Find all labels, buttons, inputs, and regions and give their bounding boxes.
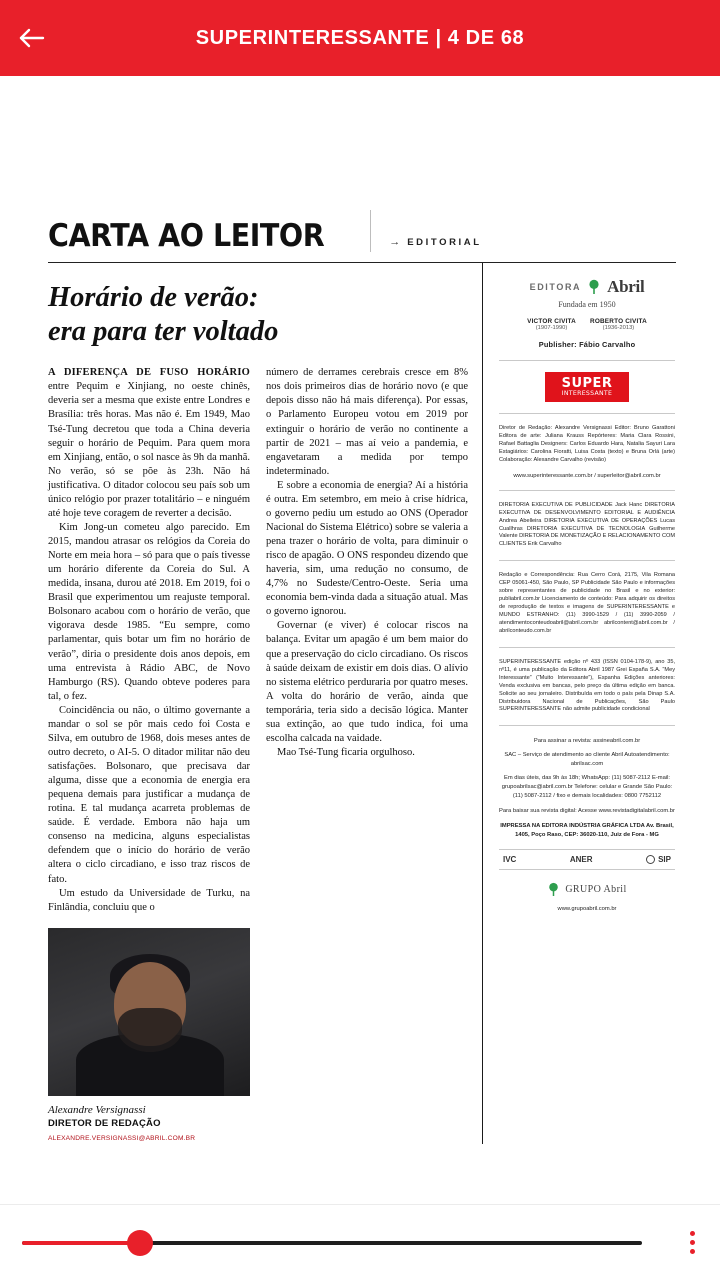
founder-name: ROBERTO CIVITA bbox=[590, 318, 647, 325]
column-divider bbox=[482, 263, 483, 1144]
seek-progress-fill bbox=[22, 1241, 140, 1245]
text-columns bbox=[48, 366, 468, 1144]
abril-label: Abril bbox=[607, 277, 645, 296]
editora-label: EDITORA bbox=[529, 282, 582, 292]
tree-icon bbox=[587, 279, 601, 295]
kebab-dot bbox=[690, 1249, 695, 1254]
photo-shape-beard bbox=[118, 1008, 182, 1052]
subscribe-text: Para assinar a revista: assineabril.com.br bbox=[533, 738, 641, 745]
kicker-label: EDITORIAL bbox=[407, 236, 482, 248]
grupo-label: GRUPO Abril bbox=[565, 883, 627, 895]
founder-years: (1907-1990) bbox=[535, 325, 568, 331]
page-bottom-spacer bbox=[0, 1180, 720, 1204]
rail-divider bbox=[499, 725, 675, 726]
super-logo bbox=[545, 372, 629, 402]
page-seek-bar[interactable] bbox=[0, 1205, 664, 1280]
founder-years: (1936-2013) bbox=[602, 325, 635, 331]
sip-label: SIP bbox=[658, 854, 671, 864]
paragraph: E sobre a economia de energia? Aí a história é outra. Em setembro, em meio à crise hídrica, o governo pediu um estudo ao ONS (Operador Nacional do Sistema Elétrico) sobre se valeria a pena trazer o horário de volta, para diminuir o risco de apagão. O ONS respondeu dizendo que haveria, sim, uma redução no consumo, de 4,7% no Sudeste/Centro-Oeste. Seria uma economia bem-vinda dada a situação atual. Mas o governo ignorou. bbox=[266, 479, 468, 618]
top-app-bar bbox=[0, 0, 720, 76]
address-text: Redação e Correspondência: Rua Cerro Corá, 2175, Vila Romana CEP 05061-450, São Paulo, SP Publicidade São Paulo e informações sobre representantes de publicidade no Brasil e no exterior: publiabril.com.br Licenciamento de conteúdo: Para adquirir os direitos de reprodução de textos e imagens de SUPERINTERESSANTE e MUNDO ESTRANHO: (11) 3990-1529 / (11) 3990-2059 / atendimentoconteudoabril@abril.com.br abrilcontent@abril.com.br / abrilconteudo.com.br bbox=[499, 572, 675, 634]
hours-text: Em dias úteis, das 9h às 18h; WhatsApp: (11) 5087-2112 E-mail: grupoabrilsac@abril.com.br Telefone: celular e Grande São Paulo: (11) 5087-2112 / fixo e demais localidades: 0800 7752112 bbox=[501, 775, 673, 799]
page-content bbox=[48, 206, 676, 1144]
tree-icon bbox=[547, 882, 560, 897]
paragraph: A DIFERENÇA DE FUSO HORÁRIO entre Pequim e Xinjiang, no oeste chinês, deveria ser a mesma que existe entre Londres e Brasília: três horas. Mas não é. Em 1949, Mao Tsé-Tung decretou que toda a China deveria seguir o horário de Pequim. Para quem mora em Xinjiang, então, o sol nasce às 9h da manhã. No verão, só se põe às 23h. Não há justificativa. O ditador colocou seu país sob um único relógio por prazer totalitário – e ninguém até hoje teve coragem de reverter a decisão. bbox=[48, 367, 250, 519]
founder-name: VICTOR CIVITA bbox=[527, 318, 576, 325]
grupo-abril-logo bbox=[499, 882, 675, 897]
headline-line-2: era para ter voltado bbox=[48, 315, 279, 347]
sip-badge bbox=[646, 855, 671, 864]
printer-text: IMPRESSA NA EDITORA INDÚSTRIA GRÁFICA LTDA Av. Brasil, 1405, Poço Raso, CEP: 36020-110, Juiz de Fora - MG bbox=[500, 823, 674, 838]
arrow-left-icon bbox=[18, 26, 46, 50]
paragraph: Coincidência ou não, o último governante a mandar o sol se pôr mais cedo foi Costa e Silva, em outubro de 1968, dois meses antes de outro decreto, o AI-5. O ditador militar não deu satisfações. Bolsonaro, que precisava dar alguma, disse que a economia de energia era pequena demais para justificar a mudança de rotina. E tal mudança acarreta problemas de saúde. É verdade. Embora não haja um consenso na medicina, alguns especialistas defendem que o início do horário de verão altera o ciclo circadiano, e isso traz riscos de fato. bbox=[48, 704, 250, 885]
sac-text: SAC – Serviço de atendimento ao cliente Abril Autoatendimento: abrilsac.com bbox=[504, 752, 670, 767]
article-headline bbox=[48, 281, 468, 348]
author-email[interactable]: ALEXANDRE.VERSIGNASSI@ABRIL.COM.BR bbox=[48, 1135, 196, 1143]
paragraph: Um estudo da Universidade de Turku, na Finlândia, concluiu que o bbox=[48, 887, 250, 913]
kebab-dot bbox=[690, 1231, 695, 1236]
grupo-url[interactable]: www.grupoabril.com.br bbox=[557, 905, 617, 912]
column-right bbox=[266, 366, 468, 1144]
seek-track[interactable] bbox=[22, 1241, 642, 1245]
rail-divider bbox=[499, 490, 675, 491]
paragraph: Governar (e viver) é colocar riscos na balança. Evitar um apagão é um bem maior do que a preservação do ciclo circadiano. Os riscos à saúde deixam de existir em dois dias. O alívio no sistema elétrico perduraria por quatro meses. A volta do horário de verão, ainda que temporária, teria sido a decisão lógica. Manter sua extinção, ao que tudo indica, foi uma escolha calcada na vaidade. bbox=[266, 620, 468, 744]
kebab-dot bbox=[690, 1240, 695, 1245]
article-body bbox=[48, 263, 468, 1144]
legal-text: SUPERINTERESSANTE edição nº 433 (ISSN 0104-178-9), ano 35, nº11, é uma publicação da Editora Abril 1987 Grei España S.A. “Mey Interessante” (“Muito Interessante”), Espanha Edições anteriores: Venda exclusiva em bancas, pelo preço da última edição em banca. Solicite ao seu jornaleiro. Distribuída em todo o país pela Dinap S.A. Distribuidora Nacional de Publicações, São Paulo SUPERINTERESSANTE não admite publicidade condicional bbox=[499, 658, 675, 713]
bottom-bar bbox=[0, 1204, 720, 1280]
aner-badge: ANER bbox=[569, 854, 593, 864]
article-spread bbox=[48, 263, 676, 1144]
paragraph: número de derrames cerebrais cresce em 8% nos dois primeiros dias de horário novo (e que depois disso não há mais diferença). Por essas, o Parlamento Europeu votou em 2019 por extinguir o horário de verão no continente a partir de 2021 – mas aí veio a pandemia, e engavetaram a medida por tempo indeterminado. bbox=[266, 367, 468, 477]
magazine-page[interactable] bbox=[0, 76, 720, 1204]
column-left bbox=[48, 366, 250, 1144]
rail-divider bbox=[499, 360, 675, 361]
expediente-rail bbox=[499, 263, 675, 1144]
founded-label: Fundada em 1950 bbox=[558, 300, 616, 309]
publisher-line: Publisher: Fábio Carvalho bbox=[538, 340, 636, 349]
super-logo-line-2: INTERESSANTE bbox=[561, 389, 613, 397]
author-photo-block bbox=[48, 928, 250, 1144]
headline-line-1: Horário de verão: bbox=[48, 282, 259, 313]
ivc-badge: IVC bbox=[503, 854, 517, 864]
rail-divider bbox=[499, 413, 675, 414]
founder bbox=[590, 318, 647, 331]
super-logo-line-1: SUPER bbox=[561, 375, 613, 391]
section-masthead bbox=[48, 206, 676, 252]
section-title: CARTA AO LEITOR bbox=[48, 218, 325, 254]
abril-logo bbox=[499, 277, 675, 309]
rail-divider bbox=[499, 647, 675, 648]
arrow-right-icon: → bbox=[389, 236, 401, 248]
author-name: Alexandre Versignassi bbox=[48, 1103, 146, 1116]
globe-icon bbox=[646, 855, 655, 864]
paragraph: Mao Tsé-Tung ficaria orgulhoso. bbox=[277, 746, 415, 758]
paragraph: Kim Jong-un cometeu algo parecido. Em 2015, mandou atrasar os relógios da Coreia do Norte em meia hora – só para que o país tivesse um horário diferente da Coreia do Sul. A medida, insana, durou até 2018. Em 2019, foi o Brasil que experimentou um reajuste temporal. Bolsonaro acabou com o horário de verão, que vigorava desde 1985. “Eu sempre, como parlamentar, quis botar um fim no horário de verão”, diria o presidente dois anos depois, em uma entrevista à Rádio ABC, de Novo Hamburgo (RS). Quando obteve poderes para tal, o fez. bbox=[48, 521, 250, 702]
direction-text: DIRETORIA EXECUTIVA DE PUBLICIDADE Jack Hanc DIRETORIA EXECUTIVA DE DESENVOLVIMENTO EDITORIAL E AUDIÊNCIA Andrea Abelleira DIRETORIA EXECUTIVA DE OPERAÇÕES Lucas Cuallhras DIRETORIA EXECUTIVA DE TECNOLOGIA Guilherme Valente DIRETORIA DE MONETIZAÇÃO E RELACIONAMENTO COM CLIENTES Erik Carvalho bbox=[499, 501, 675, 548]
association-badges bbox=[499, 849, 675, 870]
credits-text: Diretor de Redação: Alexandre Versignassi Editor: Bruno Garattoni Editora de arte: Juliana Krauss Repórteres: Maria Clara Rossini, Rafael Battaglia Designers: Carlos Eduardo Hara, Natalia Sayuri Lara Estagiários: Carolina Fioratti, Luisa Costa (texto) e Bruna Orlá (arte) Colaboração: Alexandre Carvalho (revisão) bbox=[499, 425, 675, 463]
kicker bbox=[389, 236, 481, 252]
site-url[interactable]: www.superinteressante.com.br / superleitor@abril.com.br bbox=[513, 472, 661, 479]
portrait-photo bbox=[48, 928, 250, 1096]
digital-text: Para baixar sua revista digital: Acesse www.revistadigitalabril.com.br bbox=[499, 807, 675, 814]
author-role: DIRETOR DE REDAÇÃO bbox=[48, 1118, 161, 1130]
rail-divider bbox=[499, 560, 675, 561]
founders bbox=[499, 318, 675, 331]
page-title: SUPERINTERESSANTE | 4 DE 68 bbox=[195, 26, 525, 49]
seek-thumb[interactable] bbox=[127, 1230, 153, 1256]
overflow-menu-button[interactable] bbox=[664, 1205, 720, 1280]
founder bbox=[527, 318, 576, 331]
back-button[interactable] bbox=[0, 0, 64, 76]
masthead-divider bbox=[370, 210, 371, 252]
